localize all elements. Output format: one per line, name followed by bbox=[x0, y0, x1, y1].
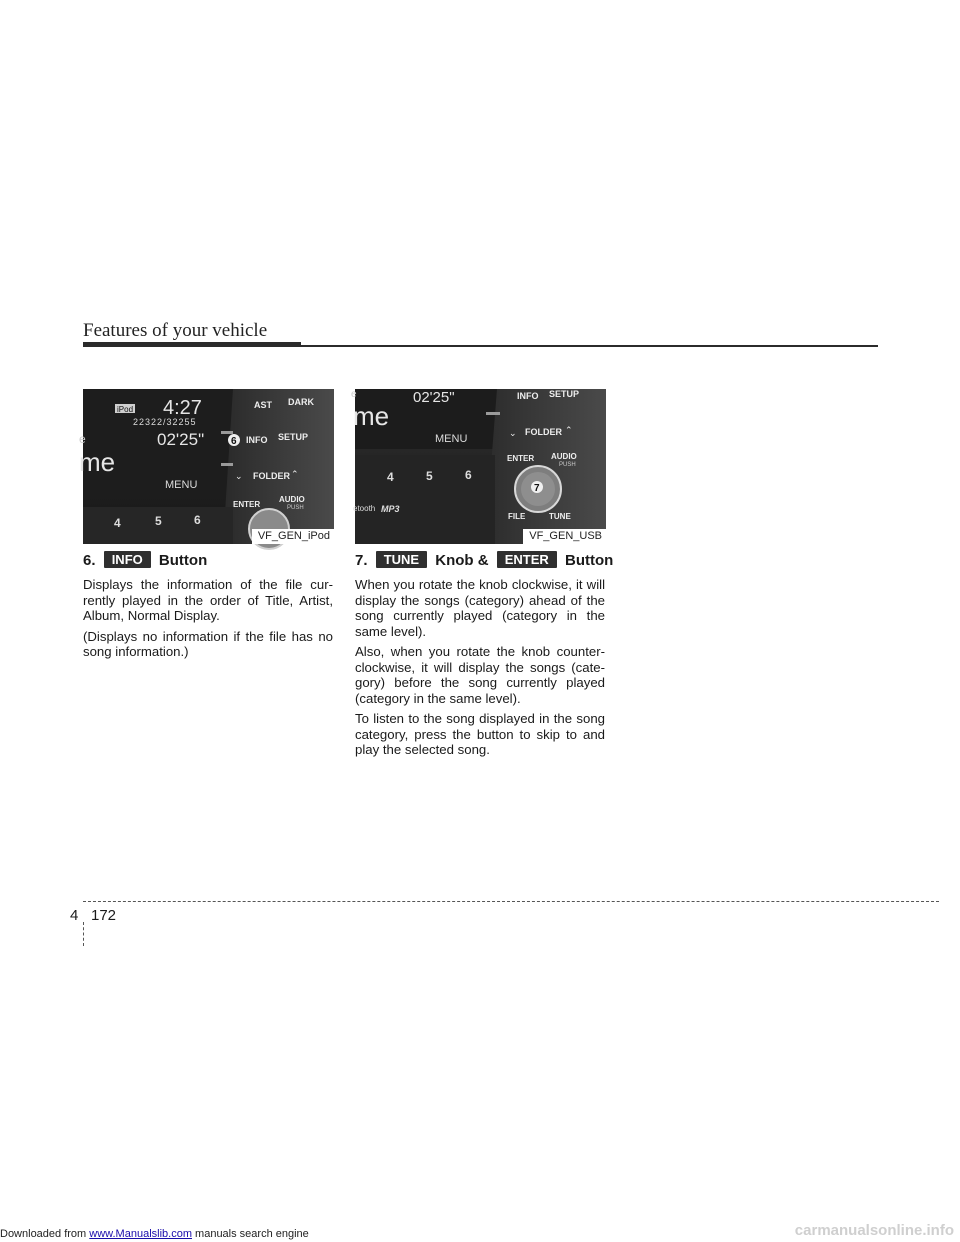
callout-marker-7: 7 bbox=[534, 483, 540, 494]
ipod-menu-label: MENU bbox=[165, 479, 198, 491]
usb-folder-button: FOLDER bbox=[525, 427, 562, 437]
section-6-heading bbox=[83, 551, 333, 569]
usb-info-button: INFO bbox=[517, 391, 539, 401]
section-7-number: 7. bbox=[355, 552, 368, 569]
manualslib-link[interactable]: www.Manualslib.com bbox=[89, 1228, 192, 1240]
section-6-paragraph-2: (Displays no information if the file has no song information.) bbox=[83, 628, 333, 659]
enter-button-badge: ENTER bbox=[497, 551, 557, 568]
ipod-dark-button: DARK bbox=[288, 397, 314, 407]
usb-audio-label: AUDIO bbox=[551, 452, 577, 461]
footer-dashed-rule bbox=[83, 901, 939, 902]
callout-marker-6: 6 bbox=[231, 436, 237, 447]
ipod-track-count: 22322/32255 bbox=[133, 417, 197, 427]
usb-preset-5: 5 bbox=[426, 469, 433, 483]
usb-mp3-label: MP3 bbox=[381, 504, 400, 514]
footer-chapter-number: 4 bbox=[70, 907, 79, 924]
usb-left-glyph: e bbox=[351, 389, 357, 400]
figure-caption-usb: VF_GEN_USB bbox=[523, 529, 606, 544]
tune-knob-badge: TUNE bbox=[376, 551, 427, 568]
usb-file-label: FILE bbox=[508, 512, 526, 521]
usb-enter-label: ENTER bbox=[507, 454, 535, 463]
ipod-folder-up-icon: ⌃ bbox=[291, 469, 299, 479]
section-7-title-mid: Knob & bbox=[435, 552, 489, 569]
usb-preset-6: 6 bbox=[465, 468, 472, 482]
footer-page-number: 172 bbox=[91, 907, 117, 924]
section-7-paragraph-2: Also, when you rotate the knob counter-clockwise, it will display the songs (cate-gory) before the song currently played (category in the same level). bbox=[355, 644, 605, 706]
site-watermark: carmanualsonline.info bbox=[794, 1222, 954, 1239]
usb-push-label: PUSH bbox=[559, 462, 576, 468]
section-7 bbox=[355, 551, 614, 763]
usb-head-unit-illustration bbox=[351, 389, 606, 544]
figure-ipod-photo bbox=[79, 389, 334, 544]
ipod-preset-4: 4 bbox=[114, 516, 121, 530]
figure-caption-ipod: VF_GEN_iPod bbox=[252, 529, 334, 544]
usb-folder-up-icon: ⌃ bbox=[565, 425, 573, 435]
usb-bluetooth-label: etooth bbox=[353, 504, 376, 513]
ipod-ast-button: AST bbox=[254, 400, 272, 410]
ipod-folder-button: FOLDER bbox=[253, 471, 290, 481]
ipod-preset-6: 6 bbox=[194, 513, 201, 527]
section-7-heading bbox=[355, 551, 614, 569]
header-rule-thick bbox=[83, 342, 301, 347]
ipod-head-unit-illustration bbox=[79, 389, 334, 544]
footer-vertical-dashed-rule bbox=[83, 922, 84, 946]
page-header-title: Features of your vehicle bbox=[83, 320, 268, 341]
ipod-clock: 4:27 bbox=[163, 397, 202, 419]
section-6 bbox=[83, 551, 333, 665]
info-button-badge: INFO bbox=[104, 551, 151, 568]
ipod-folder-down-icon: ⌄ bbox=[235, 471, 243, 481]
usb-menu-label: MENU bbox=[435, 433, 468, 445]
ipod-partial-title: me bbox=[79, 447, 116, 477]
ipod-audio-label: AUDIO bbox=[279, 495, 305, 504]
usb-preset-4: 4 bbox=[387, 470, 394, 484]
ipod-enter-label: ENTER bbox=[233, 500, 261, 509]
usb-folder-down-icon: ⌄ bbox=[509, 428, 517, 438]
usb-tune-label: TUNE bbox=[549, 512, 571, 521]
ipod-info-button: INFO bbox=[246, 435, 268, 445]
ipod-time: 02'25" bbox=[157, 430, 205, 449]
section-6-title-suffix: Button bbox=[158, 552, 208, 569]
header-rule-thin bbox=[301, 345, 878, 347]
ipod-badge: iPod bbox=[117, 405, 134, 414]
section-7-title-suffix: Button bbox=[564, 552, 614, 569]
section-6-paragraph-1: Displays the information of the file cur-rently played in the order of Title, Artist, Album, Normal Display. bbox=[83, 577, 333, 623]
ipod-preset-5: 5 bbox=[155, 514, 162, 528]
ipod-setup-button: SETUP bbox=[278, 432, 309, 442]
usb-partial-title: me bbox=[353, 401, 390, 431]
download-source-line bbox=[0, 1228, 309, 1240]
section-7-paragraph-3: To listen to the song displayed in the song category, press the button to skip to and play the selected song. bbox=[355, 711, 605, 757]
ipod-left-glyph: e bbox=[79, 432, 86, 446]
download-prefix: Downloaded from bbox=[0, 1228, 90, 1240]
usb-time: 02'25" bbox=[413, 389, 455, 406]
section-7-paragraph-1: When you rotate the knob clockwise, it will display the songs (category) ahead of the song currently played (category in the same level). bbox=[355, 577, 605, 639]
section-6-number: 6. bbox=[83, 552, 96, 569]
figure-usb-photo bbox=[351, 389, 606, 544]
ipod-push-label: PUSH bbox=[287, 505, 304, 511]
usb-setup-button: SETUP bbox=[549, 389, 580, 399]
download-suffix: manuals search engine bbox=[191, 1228, 309, 1240]
